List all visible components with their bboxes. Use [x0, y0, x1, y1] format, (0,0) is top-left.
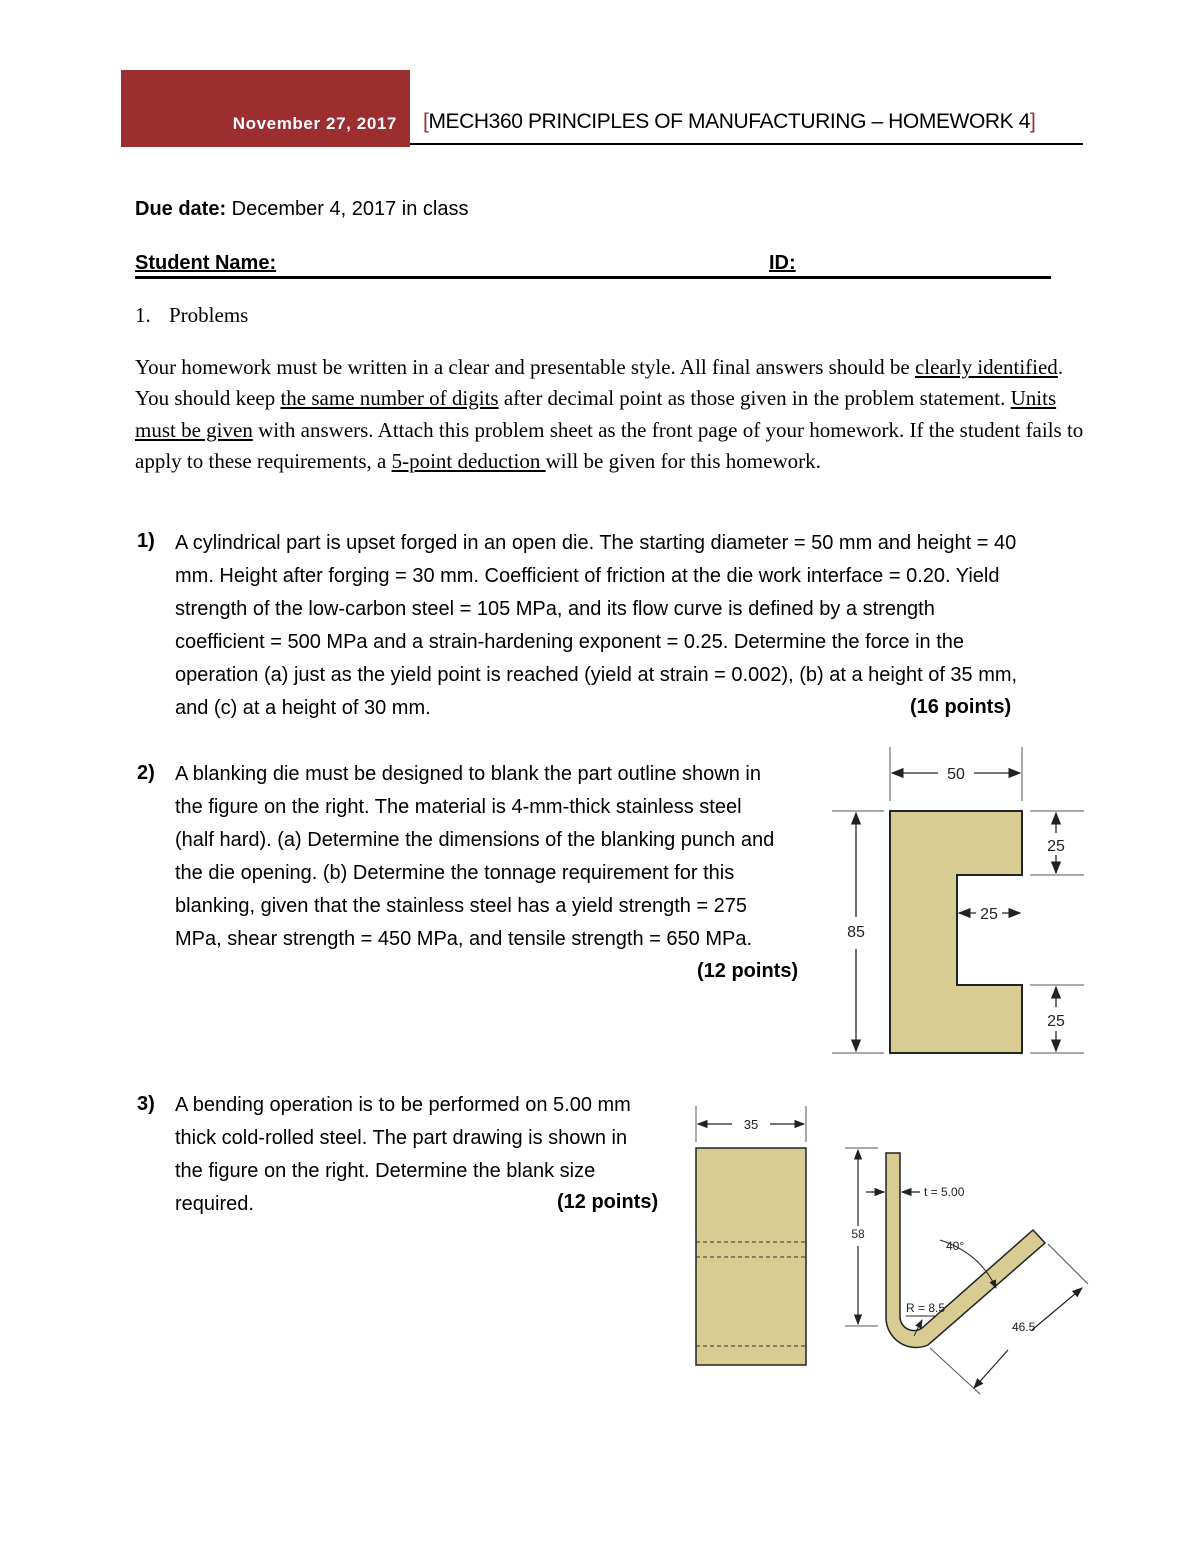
- section-title: Problems: [169, 303, 249, 327]
- section-heading: [135, 303, 248, 328]
- problem-2-line: (half hard). (a) Determine the dimensions of the blanking punch and: [175, 829, 775, 851]
- dim-thickness: t = 5.00: [924, 1185, 965, 1199]
- bending-part-figure: [690, 1098, 1090, 1398]
- problem-2-line: MPa, shear strength = 450 MPa, and tensile strength = 650 MPa.: [175, 928, 753, 950]
- intro-text-2: . You should keep: [135, 355, 1064, 411]
- problem-1-line: A cylindrical part is upset forged in an open die. The starting diameter = 50 mm and height = 40: [175, 532, 1017, 554]
- student-name-label: Student Name:: [135, 252, 277, 274]
- header-title: [423, 110, 1035, 134]
- problem-3-line: A bending operation is to be performed on 5.00 mm: [175, 1094, 631, 1116]
- section-number: 1.: [135, 303, 151, 327]
- header-rule-left: [121, 146, 410, 147]
- intro-text-1: Your homework must be written in a clear and presentable style. All final answers should be: [135, 355, 915, 379]
- problem-2-points: (12 points): [697, 960, 799, 982]
- problem-1-line: operation (a) just as the yield point is reached (yield at strain = 0.002), (b) at a height of 35 mm,: [175, 664, 1018, 686]
- header-rule: [410, 143, 1083, 145]
- header-date: November 27, 2017: [232, 114, 397, 133]
- problem-3-line: required.: [175, 1193, 254, 1215]
- due-date: [135, 198, 468, 221]
- dim-blank-width: 35: [743, 1117, 759, 1132]
- dim-bent-height: 58: [851, 1227, 865, 1241]
- dim-radius: R = 8.5: [906, 1301, 946, 1315]
- problem-3-line: thick cold-rolled steel. The part drawing is shown in: [175, 1127, 628, 1149]
- intro-text-3: after decimal point as those given in the problem statement.: [498, 386, 1011, 411]
- dim-notch-depth: 25: [980, 906, 998, 923]
- header-title-text: MECH360 PRINCIPLES OF MANUFACTURING – HOMEWORK 4: [428, 110, 1030, 133]
- intro-underline-2: the same number of digits: [280, 386, 499, 411]
- intro-underline-1: clearly identified: [914, 355, 1058, 379]
- header-date-band: [121, 70, 410, 146]
- instructions-paragraph: [135, 352, 1085, 477]
- student-id-label: ID:: [769, 252, 796, 274]
- student-line: [135, 252, 1051, 279]
- problem-1-line: strength of the low-carbon steel = 105 MPa, and its flow curve is defined by a strength: [175, 598, 935, 620]
- problem-2-line: blanking, given that the stainless steel has a yield strength = 275: [175, 895, 748, 917]
- due-date-label: Due date:: [135, 198, 227, 220]
- problem-2-line: A blanking die must be designed to blank the part outline shown in: [175, 763, 761, 785]
- dim-bottom-leg: 25: [1047, 1013, 1065, 1030]
- problem-1-number: 1): [137, 530, 155, 552]
- dim-angle: 40°: [946, 1239, 965, 1253]
- intro-text-5: will be given for this homework.: [545, 448, 821, 473]
- dim-width: 50: [947, 766, 965, 783]
- problem-2-text: [175, 758, 825, 956]
- problem-1-line: mm. Height after forging = 30 mm. Coefficient of friction at the die work interface = 0.20. Yield: [175, 565, 1000, 587]
- problem-2-line: the die opening. (b) Determine the tonnage requirement for this: [175, 862, 735, 884]
- dim-leg-length: 46.5: [1012, 1320, 1036, 1334]
- dim-height: 85: [847, 924, 865, 941]
- problem-1-points: (16 points): [910, 696, 1012, 718]
- problem-2-line: the figure on the right. The material is 4-mm-thick stainless steel: [175, 796, 742, 818]
- intro-underline-4: 5-point deduction: [391, 448, 546, 473]
- problem-1-line: and (c) at a height of 30 mm.: [175, 697, 431, 719]
- dim-top-leg: 25: [1047, 838, 1065, 855]
- problem-3-number: 3): [137, 1093, 155, 1115]
- problem-3-points: (12 points): [557, 1191, 659, 1213]
- bent-part-outline: [886, 1153, 1045, 1348]
- intro-text-4: with answers. Attach this problem sheet as the front page of your homework. If the student fails to apply to these requirements, a: [135, 417, 1084, 473]
- header-bracket-open: [: [423, 110, 429, 133]
- header-bracket-close: ]: [1030, 110, 1036, 133]
- problem-3-line: the figure on the right. Determine the blank size: [175, 1160, 596, 1182]
- due-date-value: December 4, 2017 in class: [226, 198, 469, 220]
- blanking-part-outline: [890, 811, 1022, 1053]
- problem-1-line: coefficient = 500 MPa and a strain-hardening exponent = 0.25. Determine the force in the: [175, 631, 965, 653]
- blanking-part-figure: [826, 743, 1086, 1058]
- problem-2-number: 2): [137, 762, 155, 784]
- intro-underline-3: Units must be given: [135, 386, 1057, 442]
